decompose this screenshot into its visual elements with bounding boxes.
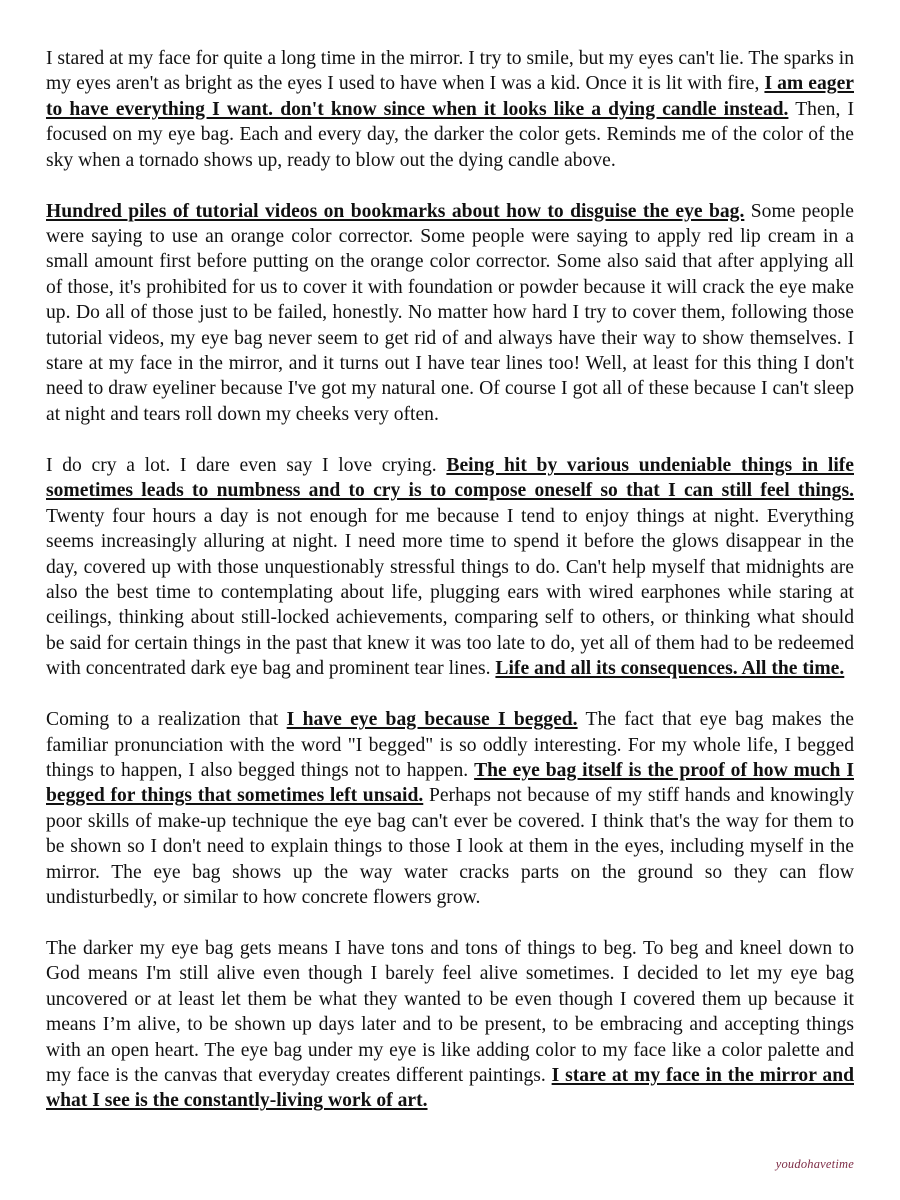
paragraph-3: [46, 453, 854, 682]
text-segment: Some people were saying to use an orange color corrector. Some people were saying to apply red lip cream in a small amount first before putting on the orange color corrector. Some also said that after applying all of those, it's prohibited for us to cover it with foundation or powder because it will crack the eye make up. Do all of those just to be failed, honestly. No matter how hard I try to cover them, following those tutorial videos, my eye bag never seem to get rid of and always have their way to show themselves. I stare at my face in the mirror, and it turns out I have tear lines too! Well, at least for this thing I don't need to draw eyeliner because I've got my natural one. Of course I got all of these because I can't sleep at night and tears roll down my cheeks very often.: [46, 200, 854, 425]
text-segment: Twenty four hours a day is not enough for me because I tend to enjoy things at night. Everything seems increasingly alluring at night. I need more time to spend it before the glows disappear in the day, covered up with those unquestionably stressful things to do. Can't help myself that midnights are also the best time to contemplating about life, plugging ears with wired earphones while staring at ceilings, thinking about still-locked achievements, comparing self to others, or thinking what should be said for certain things in the past that knew it was too late to do, yet all of them had to be redeemed with concentrated dark eye bag and prominent tear lines.: [46, 505, 854, 680]
text-segment: The darker my eye bag gets means I have tons and tons of things to beg. To beg and kneel down to God means I'm still alive even though I barely feel alive sometimes. I decided to let my eye bag uncovered or at least let them be what they wanted to be even though I covered them up because it means I’m alive, to be shown up days later and to be present, to be embracing and accepting things with an open heart. The eye bag under my eye is like adding color to my face like a color palette and my face is the canvas that everyday creates different paintings.: [46, 937, 854, 1086]
text-segment: Coming to a realization that: [46, 709, 287, 731]
paragraph-4: [46, 707, 854, 910]
highlighted-text: I am eager to have everything I want. don't know since when it looks like a dying candle instead.: [46, 73, 854, 120]
paragraph-2: [46, 199, 854, 428]
text-segment: I do cry a lot. I dare even say I love crying.: [46, 454, 447, 476]
highlighted-text: I stare at my face in the mirror and what I see is the constantly-living work of art.: [46, 1065, 854, 1112]
text-segment: I stared at my face for quite a long time in the mirror. I try to smile, but my eyes can't lie. The sparks in my eyes aren't as bright as the eyes I used to have when I was a kid. Once it is lit with fire,: [46, 48, 854, 95]
highlighted-text: The eye bag itself is the proof of how much I begged for things that sometimes left unsaid.: [46, 759, 854, 807]
paragraph-1: [46, 46, 854, 173]
highlighted-text: Life and all its consequences. All the time.: [495, 658, 845, 680]
text-segment: Then, I focused on my eye bag. Each and every day, the darker the color gets. Reminds me of the color of the sky when a tornado shows up, ready to blow out the dying candle above.: [46, 98, 854, 171]
paragraph-5: [46, 936, 854, 1114]
document-body: [46, 46, 854, 1114]
highlighted-text: I have eye bag because I begged.: [286, 709, 578, 731]
text-segment: The fact that eye bag makes the familiar pronunciation with the word "I begged" is so oddly interesting. For my whole life, I begged things to happen, I also begged things not to happen.: [46, 709, 855, 781]
highlighted-text: Being hit by various undeniable things in life sometimes leads to numbness and to cry is to compose oneself so that I can still feel things.: [46, 454, 854, 502]
signature: youdohavetime: [775, 1157, 854, 1171]
highlighted-text: Hundred piles of tutorial videos on bookmarks about how to disguise the eye bag.: [46, 200, 745, 222]
text-segment: Perhaps not because of my stiff hands and knowingly poor skills of make-up technique the eye bag can't ever be covered. I think that's the way for them to be shown so I don't need to explain things to those I look at them in the eyes, including myself in the mirror. The eye bag shows up the way water cracks parts on the ground so they can flow undisturbedly, or similar to how concrete flowers grow.: [46, 785, 854, 908]
